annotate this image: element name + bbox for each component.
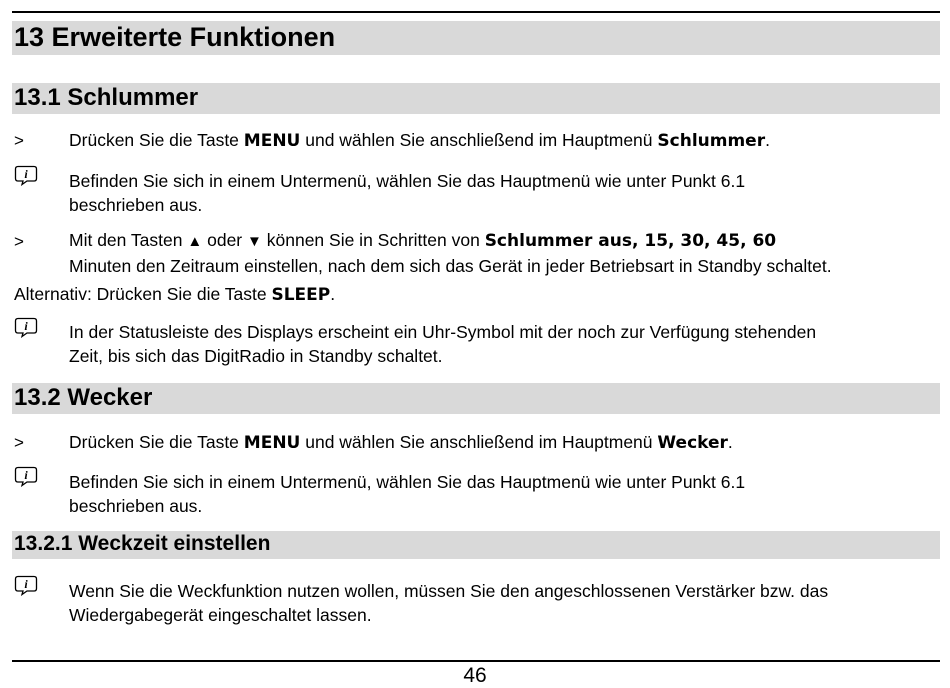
- chapter-heading: [12, 21, 940, 55]
- schlummer-values: Schlummer aus, 15, 30, 45, 60: [484, 231, 777, 251]
- page-number: 46: [463, 664, 487, 687]
- step-schlummer-interval: Mit den Tasten ▲ oder ▼ können Sie in Schritten von Schlummer aus, 15, 30, 45, 60 Minuten den Zeitraum einstellen, nach dem sich das Gerät in jeder Betriebsart in Standby schaltet.: [69, 230, 832, 276]
- subsection-heading-weckzeit: [12, 531, 940, 559]
- svg-text:i: i: [24, 167, 28, 181]
- step-marker: >: [14, 131, 24, 150]
- section-title: 13.2 Wecker: [14, 384, 153, 411]
- key-menu: MENU: [243, 131, 301, 151]
- key-menu: MENU: [243, 433, 301, 453]
- svg-text:i: i: [24, 319, 28, 333]
- note-submenu: Befinden Sie sich in einem Untermenü, wählen Sie das Hauptmenü wie unter Punkt 6.1 beschrieben aus.: [69, 171, 746, 215]
- section-heading-wecker: [12, 383, 940, 414]
- note-statusbar: In der Statusleiste des Displays erscheint ein Uhr-Symbol mit der noch zur Verfügung stehenden Zeit, bis sich das DigitRadio in Standby schaltet.: [69, 322, 817, 366]
- step-marker: >: [14, 232, 24, 251]
- bottom-rule: [12, 660, 940, 662]
- menu-schlummer: Schlummer: [657, 131, 766, 151]
- alternative-sleep: Alternativ: Drücken Sie die Taste SLEEP.: [14, 284, 336, 305]
- info-note-icon: [14, 466, 38, 487]
- step-wecker-menu: Drücken Sie die Taste MENU und wählen Sie anschließend im Hauptmenü Wecker.: [69, 432, 733, 453]
- down-arrow-icon: ▼: [247, 233, 262, 250]
- info-note-icon: [14, 317, 38, 338]
- top-rule: [12, 11, 940, 13]
- info-note-icon: [14, 575, 38, 596]
- up-arrow-icon: ▲: [187, 233, 203, 250]
- section-title: 13.1 Schlummer: [14, 84, 199, 111]
- svg-text:i: i: [24, 468, 28, 482]
- step-schlummer-menu: Drücken Sie die Taste MENU und wählen Sie anschließend im Hauptmenü Schlummer.: [69, 130, 770, 151]
- step-marker: >: [14, 433, 24, 452]
- info-note-icon: [14, 165, 38, 186]
- chapter-title: 13 Erweiterte Funktionen: [14, 22, 336, 52]
- note-weckfunktion: Wenn Sie die Weckfunktion nutzen wollen, müssen Sie den angeschlossenen Verstärker bzw. das Wiedergabegerät eingeschaltet lassen.: [69, 581, 829, 625]
- menu-wecker: Wecker: [657, 433, 728, 453]
- section-heading-schlummer: [12, 83, 940, 114]
- key-sleep: SLEEP: [271, 285, 331, 305]
- svg-text:i: i: [24, 577, 28, 591]
- note-submenu-wecker: Befinden Sie sich in einem Untermenü, wählen Sie das Hauptmenü wie unter Punkt 6.1 beschrieben aus.: [69, 472, 746, 516]
- subsection-title: 13.2.1 Weckzeit einstellen: [14, 532, 271, 555]
